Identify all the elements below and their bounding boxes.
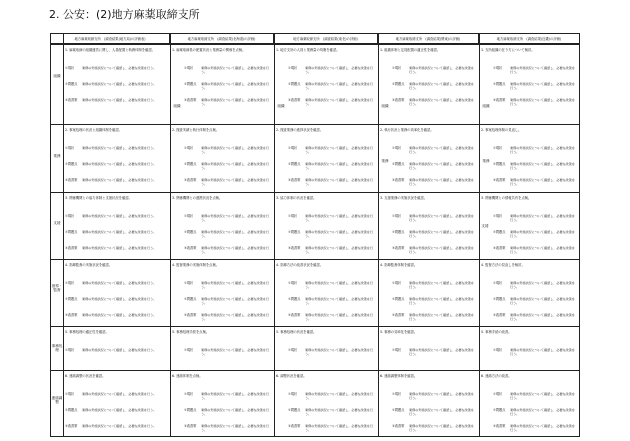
cell-item [288,313,375,327]
item-text: 業務の実施状況について確認し、必要な改善を行う。 [201,408,269,416]
item-text: 業務の実施状況について確認し、必要な改善を行う。 [409,392,474,400]
item-text: 業務の実施状況について確認し、必要な改善を行う。 [305,214,373,222]
item-key: ②問題点 [184,230,197,234]
cell-item [65,66,167,80]
cell-note: 3. 関係機関との連携状況を点検。 [172,196,223,200]
cell-note: 5. 事務処理の状況を確認。 [276,330,317,334]
cell-item [288,82,375,96]
item-text: 業務の実施状況について確認し、必要な改善を行う。 [201,66,269,74]
item-text: 業務の実施状況について確認し、必要な改善を行う。 [510,392,575,400]
item-key: ②問題点 [288,408,301,412]
cell-note: 4. 監督業務の実施体制を点検。 [172,263,220,267]
column-header: 地方麻薬取締支所 (調査結果(地方局)の評価表) [51,34,170,44]
item-text: 業務の実施状況について確認し、必要な改善を行う。 [409,162,474,170]
item-text: 業務の実施状況について確認し、必要な改善を行う。 [201,214,269,222]
item-key: ③改善策 [392,424,405,428]
item-key: ③改善策 [184,246,197,250]
item-key: ②問題点 [392,297,405,301]
cell-note: 4. 指導監督体制を確認。 [380,263,418,267]
cell-note: 1. 地方支所の人員と業務量の均衡を確認。 [276,48,340,52]
item-text: 業務の実施状況について確認し、必要な改善を行う。 [201,162,269,170]
cell-note: 5. 事務手続の改善。 [481,330,512,334]
item-text: 業務の実施状況について確認し、必要な改善を行う。 [82,408,157,412]
item-text: 業務の実施状況について確認し、必要な改善を行う。 [305,246,373,254]
item-text: 業務の実施状況について確認し、必要な改善を行う。 [409,297,474,305]
item-text: 業務の実施状況について確認し、必要な改善を行う。 [510,66,575,74]
cell-note: 4. 指導方法の改善状況を確認。 [276,263,324,267]
item-text: 業務の実施状況について確認し、必要な改善を行う。 [409,246,474,254]
cell-note: 1. 組織体制と定員配置の適正性を確認。 [380,48,441,52]
cell-item [184,392,271,406]
item-key: ①現状 [65,348,75,352]
item-text: 業務の実施状況について確認し、必要な改善を行う。 [82,424,157,428]
cell-item [392,178,476,192]
cell-item [392,392,476,406]
row-label: 指導・監督 [51,284,63,293]
item-key: ②問題点 [392,230,405,234]
cell-note: 6. 連絡調整の状況を確認。 [65,374,106,378]
cell-item [493,392,577,406]
cell-item [493,82,577,96]
item-key: ①現状 [65,392,75,396]
grid-line [479,34,480,436]
item-key: ①現状 [392,392,402,396]
cell-note: 2. 捜査実績と執行体制を点検。 [172,128,220,132]
item-key: ①現状 [184,348,194,352]
item-key: ③改善策 [288,246,301,250]
cell-item [184,230,271,244]
item-key: ③改善策 [184,313,197,317]
side-label: 支援 [481,224,489,228]
item-key: ③改善策 [184,98,197,102]
cell-item [65,230,167,244]
item-key: ①現状 [288,214,298,218]
item-text: 業務の実施状況について確認し、必要な改善を行う。 [82,82,157,86]
item-key: ①現状 [184,281,194,285]
item-text: 業務の実施状況について確認し、必要な改善を行う。 [201,297,269,305]
cell-item [65,408,167,422]
item-text: 業務の実施状況について確認し、必要な改善を行う。 [201,98,269,106]
cell-item [184,313,271,327]
item-key: ①現状 [65,66,75,70]
item-text: 業務の実施状況について確認し、必要な改善を行う。 [510,178,575,186]
item-text: 業務の実施状況について確認し、必要な改善を行う。 [201,146,269,154]
item-key: ①現状 [65,281,75,285]
item-key: ①現状 [493,214,503,218]
cell-note: 6. 調整状況を確認。 [276,374,307,378]
column-header: 地方麻薬取締支所 (調査結果(近畿)の評価) [479,34,579,44]
cell-item [392,230,476,244]
cell-item [184,246,271,260]
item-text: 業務の実施状況について確認し、必要な改善を行う。 [305,281,373,289]
cell-item [65,162,167,176]
item-text: 業務の実施状況について確認し、必要な改善を行う。 [82,297,157,301]
item-key: ①現状 [392,348,402,352]
cell-item [493,230,577,244]
cell-item [65,178,167,192]
item-text: 業務の実施状況について確認し、必要な改善を行う。 [409,408,474,416]
cell-item [392,214,476,228]
item-key: ③改善策 [493,424,506,428]
side-label: 組織 [482,104,490,108]
item-key: ②問題点 [493,162,506,166]
cell-note: 4. 監督方法の見直しを検討。 [481,263,525,267]
item-text: 業務の実施状況について確認し、必要な改善を行う。 [201,313,269,321]
cell-item [184,162,271,176]
cell-item [65,348,167,362]
item-text: 業務の実施状況について確認し、必要な改善を行う。 [82,146,157,150]
cell-item [392,246,476,260]
item-text: 業務の実施状況について確認し、必要な改善を行う。 [305,408,373,416]
item-key: ②問題点 [65,230,78,234]
cell-note: 5. 事務の効率化を確認。 [380,330,418,334]
cell-item [493,297,577,311]
item-key: ③改善策 [65,98,78,102]
item-key: ②問題点 [288,82,301,86]
cell-item [392,82,476,96]
cell-item [493,424,577,438]
cell-item [65,98,167,112]
cell-item [392,66,476,80]
cell-item [493,246,577,260]
page-title: 2. 公安：(2)地方麻薬取締支所 [49,8,200,21]
item-text: 業務の実施状況について確認し、必要な改善を行う。 [82,214,157,218]
grid-line [170,34,171,436]
item-key: ①現状 [184,392,194,396]
cell-note: 3. 支援業務の実施状況を確認。 [380,196,428,200]
item-text: 業務の実施状況について確認し、必要な改善を行う。 [510,98,575,106]
cell-item [493,348,577,362]
item-key: ①現状 [493,146,503,150]
cell-note: 5. 事務処理の適正性を確認。 [65,330,109,334]
cell-item [184,408,271,422]
item-text: 業務の実施状況について確認し、必要な改善を行う。 [305,98,373,106]
item-key: ③改善策 [65,178,78,182]
cell-item [392,281,476,295]
item-key: ③改善策 [493,178,506,182]
item-key: ①現状 [184,214,194,218]
cell-note: 3. 関係機関との協力体制と支援状況を確認。 [65,196,132,200]
cell-item [392,297,476,311]
cell-item [493,146,577,160]
cell-item [184,178,271,192]
item-key: ③改善策 [65,246,78,250]
cell-item [184,146,271,160]
item-key: ①現状 [65,214,75,218]
cell-item [288,281,375,295]
cell-item [392,424,476,438]
cell-item [65,313,167,327]
item-key: ①現状 [493,281,503,285]
row-divider [51,124,579,125]
item-text: 業務の実施状況について確認し、必要な改善を行う。 [201,230,269,238]
item-text: 業務の実施状況について確認し、必要な改善を行う。 [510,424,575,432]
item-key: ③改善策 [493,246,506,250]
cell-item [288,98,375,112]
side-label: 組織 [277,104,285,108]
item-text: 業務の実施状況について確認し、必要な改善を行う。 [409,424,474,432]
item-text: 業務の実施状況について確認し、必要な改善を行う。 [82,66,157,70]
item-text: 業務の実施状況について確認し、必要な改善を行う。 [409,230,474,238]
cell-item [493,408,577,422]
cell-item [184,82,271,96]
item-key: ①現状 [392,66,402,70]
item-text: 業務の実施状況について確認し、必要な改善を行う。 [201,392,269,400]
item-key: ③改善策 [184,178,197,182]
side-label: 組織 [173,104,181,108]
item-text: 業務の実施状況について確認し、必要な改善を行う。 [409,82,474,90]
item-text: 業務の実施状況について確認し、必要な改善を行う。 [409,146,474,154]
cell-item [184,348,271,362]
evaluation-table [50,33,580,437]
cell-item [288,214,375,228]
cell-item [65,424,167,438]
cell-item [392,348,476,362]
item-text: 業務の実施状況について確認し、必要な改善を行う。 [82,246,157,250]
cell-item [493,313,577,327]
row-label: 事務処理 [51,344,63,353]
item-key: ③改善策 [288,98,301,102]
item-key: ①現状 [392,146,402,150]
item-text: 業務の実施状況について確認し、必要な改善を行う。 [82,392,157,396]
item-key: ①現状 [493,392,503,396]
item-key: ②問題点 [288,162,301,166]
item-key: ②問題点 [392,162,405,166]
cell-item [288,246,375,260]
item-key: ③改善策 [392,98,405,102]
grid-line [274,34,275,436]
cell-item [493,281,577,295]
item-text: 業務の実施状況について確認し、必要な改善を行う。 [409,178,474,186]
cell-item [184,424,271,438]
item-key: ③改善策 [65,313,78,317]
cell-item [392,408,476,422]
item-key: ①現状 [288,281,298,285]
item-key: ②問題点 [392,82,405,86]
item-text: 業務の実施状況について確認し、必要な改善を行う。 [305,66,373,74]
item-text: 業務の実施状況について確認し、必要な改善を行う。 [510,246,575,254]
cell-item [392,162,476,176]
item-text: 業務の実施状況について確認し、必要な改善を行う。 [82,230,157,234]
cell-item [288,297,375,311]
cell-note: 2. 捜査業務の進捗状況を確認。 [276,128,324,132]
item-key: ③改善策 [288,424,301,428]
row-divider [51,370,579,371]
cell-note: 6. 連絡体制を点検。 [172,374,203,378]
item-text: 業務の実施状況について確認し、必要な改善を行う。 [305,230,373,238]
item-key: ③改善策 [493,313,506,317]
item-key: ②問題点 [65,297,78,301]
item-key: ③改善策 [392,246,405,250]
column-header: 地方麻薬取締支所 (調査結果(関東)の評価) [378,34,479,44]
item-key: ②問題点 [184,82,197,86]
cell-item [184,297,271,311]
row-label: 連絡調整 [51,396,63,405]
item-key: ①現状 [288,146,298,150]
cell-note: 4. 指導監督の実施状況を確認。 [65,263,113,267]
cell-item [493,66,577,80]
column-header: 地方麻薬取締支所 (調査結果(北海道)の評価) [170,34,274,44]
item-key: ②問題点 [184,297,197,301]
row-label: 業務 [53,154,61,158]
item-text: 業務の実施状況について確認し、必要な改善を行う。 [305,424,373,432]
cell-item [184,66,271,80]
item-text: 業務の実施状況について確認し、必要な改善を行う。 [305,392,373,400]
cell-note: 2. 事案処理体制の見直し。 [481,128,522,132]
cell-note: 1. 麻薬取締員の配置状況と業務量の関係を点検。 [172,48,246,52]
cell-note: 2. 執行状況と業務の効率化を確認。 [380,128,434,132]
cell-item [493,98,577,112]
item-text: 業務の実施状況について確認し、必要な改善を行う。 [82,178,157,182]
item-text: 業務の実施状況について確認し、必要な改善を行う。 [409,348,474,356]
item-text: 業務の実施状況について確認し、必要な改善を行う。 [201,246,269,254]
cell-item [184,98,271,112]
row-label: 支援 [53,221,61,225]
cell-note: 6. 連絡調整体制を確認。 [380,374,418,378]
item-text: 業務の実施状況について確認し、必要な改善を行う。 [510,214,575,222]
item-text: 業務の実施状況について確認し、必要な改善を行う。 [409,313,474,321]
cell-item [184,281,271,295]
item-key: ②問題点 [65,408,78,412]
item-key: ②問題点 [184,162,197,166]
item-key: ②問題点 [493,82,506,86]
row-divider [51,44,579,45]
item-key: ③改善策 [184,424,197,428]
item-key: ①現状 [493,66,503,70]
item-text: 業務の実施状況について確認し、必要な改善を行う。 [409,98,474,106]
item-text: 業務の実施状況について確認し、必要な改善を行う。 [510,82,575,90]
cell-item [493,162,577,176]
cell-item [493,178,577,192]
cell-item [288,408,375,422]
item-key: ③改善策 [392,313,405,317]
cell-note: 3. 協力体制の状況を確認。 [276,196,317,200]
row-label: 組織 [53,74,61,78]
item-key: ③改善策 [392,178,405,182]
item-key: ①現状 [184,66,194,70]
cell-item [288,66,375,80]
item-text: 業務の実施状況について確認し、必要な改善を行う。 [82,162,157,166]
cell-item [288,146,375,160]
item-key: ②問題点 [65,162,78,166]
cell-item [392,146,476,160]
cell-item [65,281,167,295]
item-text: 業務の実施状況について確認し、必要な改善を行う。 [305,313,373,321]
item-key: ②問題点 [493,230,506,234]
item-text: 業務の実施状況について確認し、必要な改善を行う。 [305,82,373,90]
column-header: 地方麻薬取締支所 (調査結果(東北)の評価) [274,34,378,44]
cell-note: 1. 支所組織の在り方について検討。 [481,48,535,52]
row-divider [51,192,579,193]
cell-note: 3. 関係機関との情報共有を点検。 [481,196,532,200]
item-text: 業務の実施状況について確認し、必要な改善を行う。 [305,297,373,305]
item-text: 業務の実施状況について確認し、必要な改善を行う。 [82,98,157,102]
item-text: 業務の実施状況について確認し、必要な改善を行う。 [201,178,269,186]
item-text: 業務の実施状況について確認し、必要な改善を行う。 [305,146,373,154]
item-key: ③改善策 [493,98,506,102]
cell-item [288,230,375,244]
item-key: ②問題点 [493,297,506,301]
cell-note: 1. 麻薬取締の組織運営に関し、人員配置と執務体制を確認。 [65,48,155,52]
item-text: 業務の実施状況について確認し、必要な改善を行う。 [510,348,575,356]
side-label: 組織 [381,104,389,108]
grid-line [378,34,379,436]
item-key: ②問題点 [65,82,78,86]
item-text: 業務の実施状況について確認し、必要な改善を行う。 [409,214,474,222]
item-key: ①現状 [184,146,194,150]
cell-item [65,82,167,96]
cell-item [65,246,167,260]
item-key: ②問題点 [493,408,506,412]
cell-item [65,392,167,406]
item-key: ①現状 [288,348,298,352]
cell-item [288,348,375,362]
item-text: 業務の実施状況について確認し、必要な改善を行う。 [510,146,575,154]
item-text: 業務の実施状況について確認し、必要な改善を行う。 [201,424,269,432]
cell-item [493,214,577,228]
cell-note: 5. 事務処理手続を点検。 [172,330,210,334]
item-text: 業務の実施状況について確認し、必要な改善を行う。 [510,230,575,238]
side-label: 業務 [482,159,490,163]
item-text: 業務の実施状況について確認し、必要な改善を行う。 [201,82,269,90]
item-text: 業務の実施状況について確認し、必要な改善を行う。 [409,281,474,289]
item-key: ①現状 [392,281,402,285]
cell-item [65,214,167,228]
cell-note: 6. 連絡方法の改善。 [481,374,512,378]
item-text: 業務の実施状況について確認し、必要な改善を行う。 [82,281,157,285]
item-text: 業務の実施状況について確認し、必要な改善を行う。 [510,408,575,416]
item-key: ①現状 [392,214,402,218]
item-key: ③改善策 [65,424,78,428]
cell-item [288,424,375,438]
item-key: ②問題点 [288,230,301,234]
item-text: 業務の実施状況について確認し、必要な改善を行う。 [82,348,157,352]
cell-item [184,214,271,228]
item-text: 業務の実施状況について確認し、必要な改善を行う。 [82,313,157,317]
side-label: 業務 [381,159,389,163]
item-key: ②問題点 [288,297,301,301]
item-text: 業務の実施状況について確認し、必要な改善を行う。 [510,162,575,170]
item-key: ①現状 [65,146,75,150]
item-text: 業務の実施状況について確認し、必要な改善を行う。 [409,66,474,74]
item-text: 業務の実施状況について確認し、必要な改善を行う。 [510,297,575,305]
item-text: 業務の実施状況について確認し、必要な改善を行う。 [201,348,269,356]
cell-item [65,146,167,160]
item-text: 業務の実施状況について確認し、必要な改善を行う。 [201,281,269,289]
item-text: 業務の実施状況について確認し、必要な改善を行う。 [305,178,373,186]
item-key: ①現状 [493,348,503,352]
item-key: ②問題点 [184,408,197,412]
cell-item [392,98,476,112]
cell-item [288,178,375,192]
cell-note: 2. 事案処理の状況と組織体制を確認。 [65,128,122,132]
cell-item [288,392,375,406]
item-text: 業務の実施状況について確認し、必要な改善を行う。 [305,162,373,170]
item-key: ①現状 [288,66,298,70]
cell-item [65,297,167,311]
item-key: ③改善策 [288,313,301,317]
item-text: 業務の実施状況について確認し、必要な改善を行う。 [510,313,575,321]
cell-item [392,313,476,327]
cell-item [288,162,375,176]
item-key: ②問題点 [392,408,405,412]
item-key: ③改善策 [288,178,301,182]
item-key: ①現状 [288,392,298,396]
item-text: 業務の実施状況について確認し、必要な改善を行う。 [510,281,575,289]
item-text: 業務の実施状況について確認し、必要な改善を行う。 [305,348,373,356]
grid-line [63,34,64,436]
